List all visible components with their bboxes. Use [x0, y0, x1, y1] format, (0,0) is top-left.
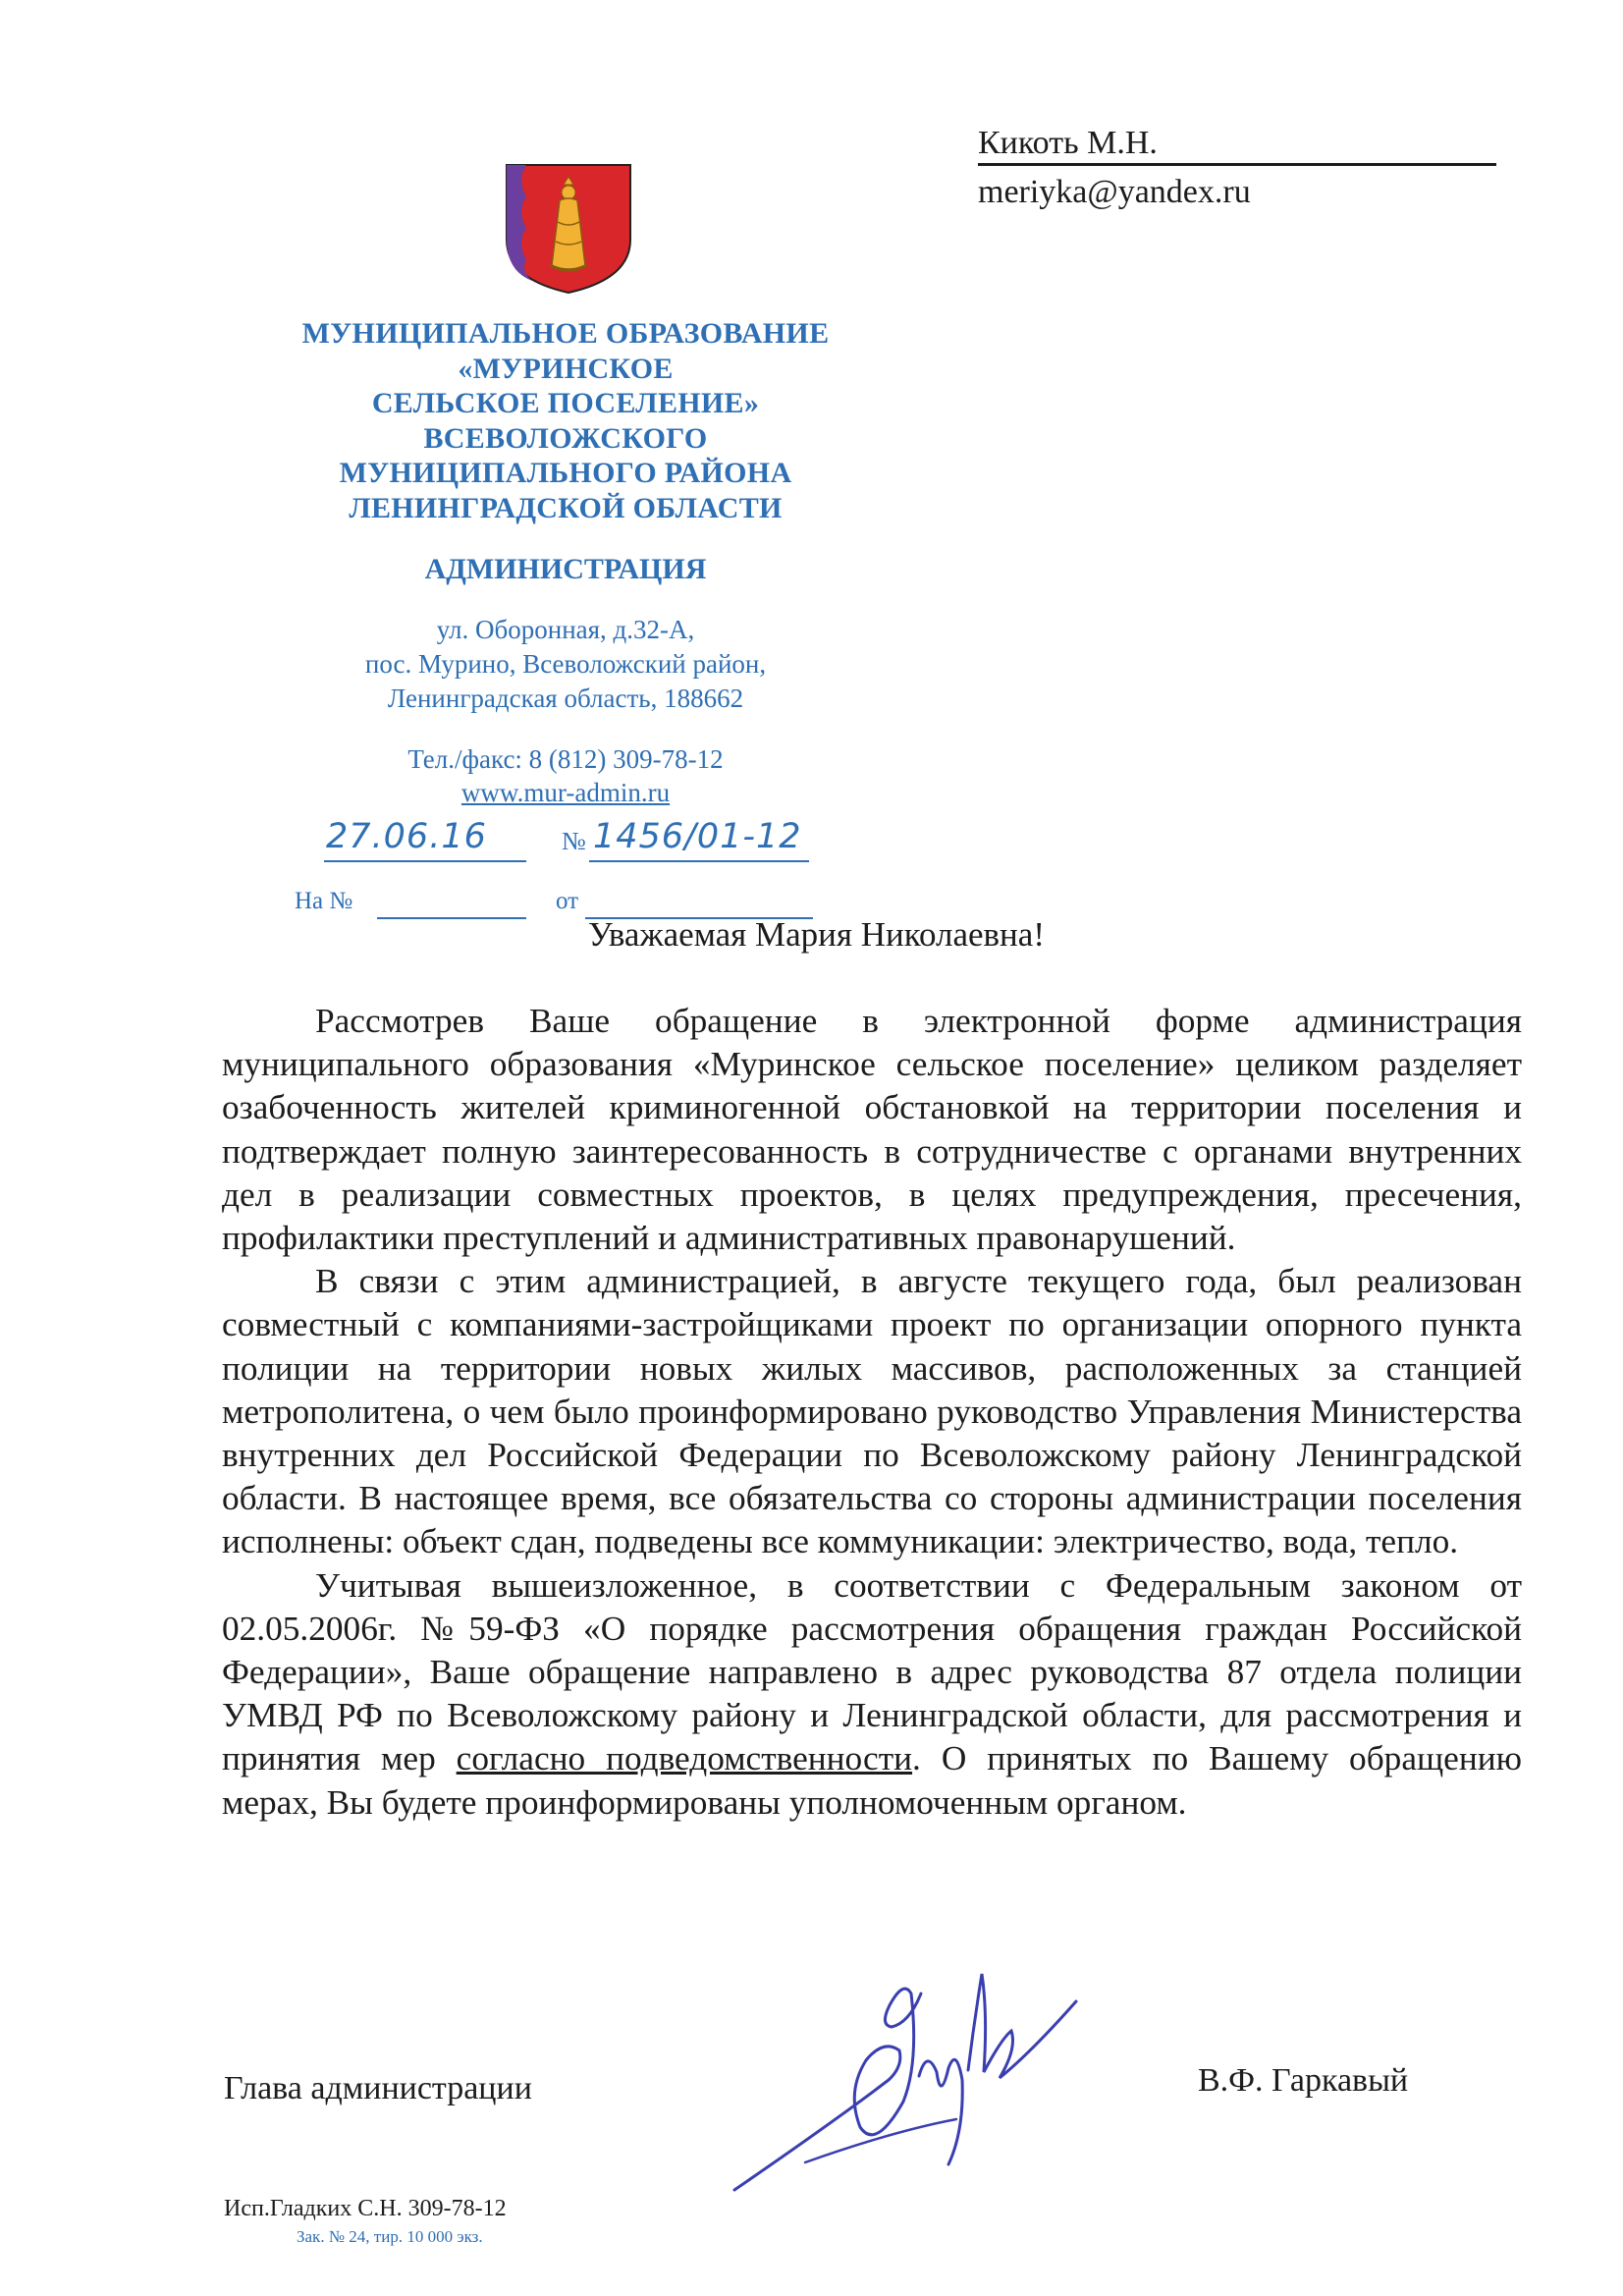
paragraph-text: . О принятых по Вашему обращению мерах, Вы будете проинформированы уполномоченным органом.	[222, 1739, 1522, 1822]
phone-fax: Тел./факс: 8 (812) 309-78-12	[407, 744, 724, 774]
org-line: «МУРИНСКОЕ	[458, 352, 674, 385]
website-link[interactable]: www.mur-admin.ru	[460, 778, 671, 807]
org-line: МУНИЦИПАЛЬНОГО РАЙОНА	[339, 457, 792, 489]
organization-name	[283, 316, 848, 525]
recipient-email: meriyka@yandex.ru	[978, 174, 1251, 210]
address-line: пос. Мурино, Всеволожский район,	[364, 649, 767, 679]
recipient-underline	[978, 163, 1496, 166]
reference-number-label: На №	[295, 888, 353, 914]
address-line: Ленинградская область, 188662	[387, 683, 744, 713]
signature-icon	[717, 1954, 1090, 2200]
paragraph	[222, 1564, 1522, 1825]
print-info: Зак. № 24, тир. 10 000 экз.	[297, 2227, 483, 2246]
registration-date: 27.06.16	[326, 817, 487, 856]
number-underline	[589, 860, 809, 862]
signatory-title: Глава администрации	[224, 2070, 532, 2106]
org-line: МУНИЦИПАЛЬНОЕ ОБРАЗОВАНИЕ	[301, 317, 830, 350]
recipient-name: Кикоть М.Н.	[978, 125, 1158, 161]
address-line: ул. Оборонная, д.32-А,	[436, 615, 695, 644]
paragraph: В связи с этим администрацией, в августе текущего года, был реализован совместный с компаниями-застройщиками проект по организации опорного пункта полиции на территории новых жилых массивов, расположенных за станцией метрополитена, о чем было проинформировано руководство Управления Министерства внутренних дел Российской Федерации по Всеволожскому району Ленинградской области. В настоящее время, все обязательства со стороны администрации поселения исполнены: объект сдан, подведены все коммуникации: электричество, вода, тепло.	[222, 1262, 1522, 1561]
org-line: ВСЕВОЛОЖСКОГО	[423, 421, 708, 455]
org-line: ЛЕНИНГРАДСКОЙ ОБЛАСТИ	[349, 491, 783, 524]
paragraph: Рассмотрев Ваше обращение в электронной форме администрация муниципального образования «Муринское сельское поселение» целиком разделяет озабоченность жителей криминогенной обстановкой на территории поселения и подтверждает полную заинтересованность в сотрудничестве с органами внутренних дел в реализации совместных проектов, в целях предупреждения, пресечения, профилактики преступлений и административных правонарушений.	[222, 1002, 1522, 1258]
address	[283, 613, 848, 716]
greeting: Уважаемая Мария Николаевна!	[588, 915, 1045, 954]
letter-body	[222, 1000, 1522, 1825]
underlined-text: согласно подведомственности	[456, 1739, 913, 1778]
contacts	[283, 742, 848, 809]
number-sign: №	[562, 827, 586, 855]
paragraph-text: Учитывая вышеизложенное, в соответствии с Федеральным законом от 02.05.2006г. №59-ФЗ «О порядке рассмотрения обращения граждан Российской Федерации», Ваше обращение направлено в адрес руководства 87 отдела полиции УМВД РФ по Всеволожскому району и Ленинградской области, для рассмотрения и принятия мер	[222, 1565, 1522, 1778]
reference-date-label: от	[556, 888, 579, 914]
signatory-name: В.Ф. Гаркавый	[1198, 2062, 1409, 2099]
department-title: АДМИНИСТРАЦИЯ	[424, 553, 707, 585]
executor-info: Исп.Гладких С.Н. 309-78-12	[224, 2196, 507, 2221]
date-underline	[324, 860, 526, 862]
org-line: СЕЛЬСКОЕ ПОСЕЛЕНИЕ»	[371, 387, 760, 419]
registration-number: 1456/01-12	[593, 817, 802, 856]
coat-of-arms-icon	[503, 163, 634, 295]
